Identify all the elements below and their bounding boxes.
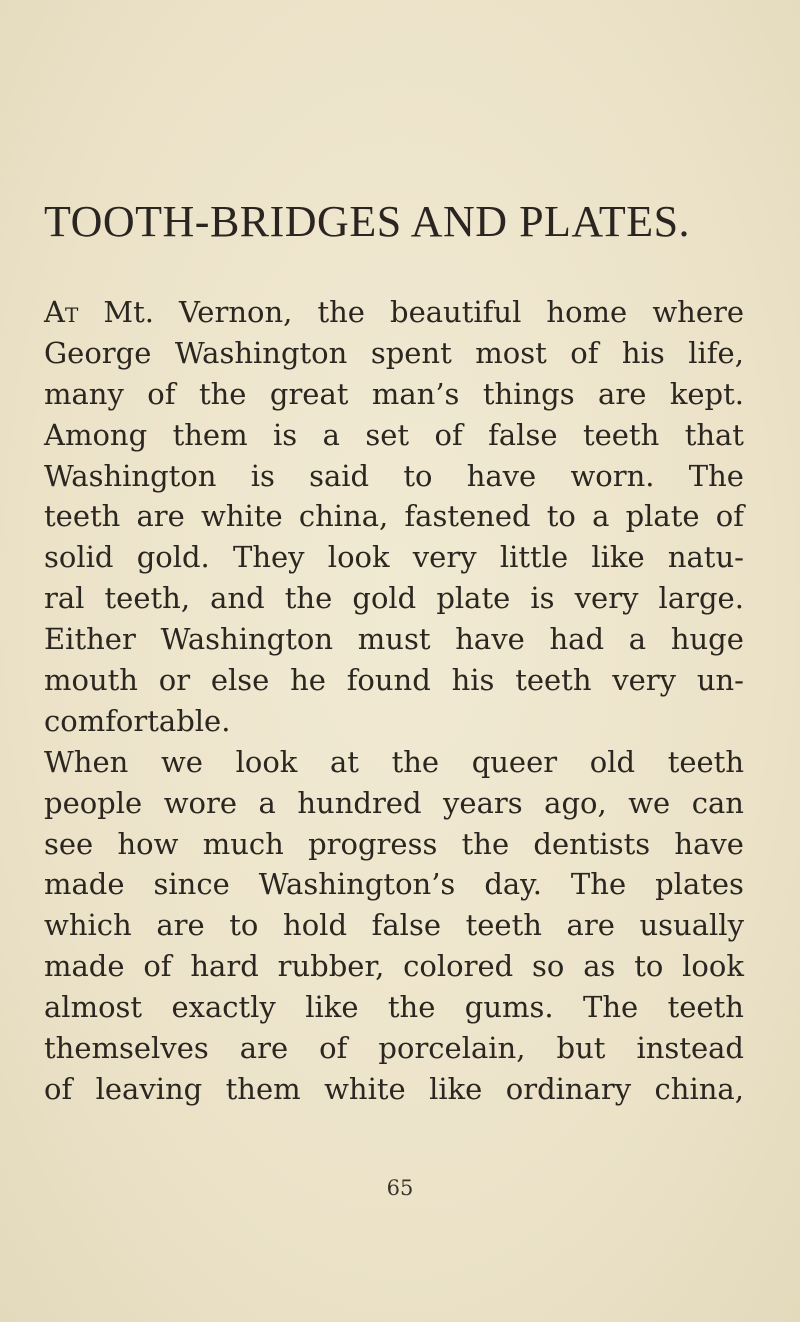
word: Washington — [160, 622, 334, 657]
word: home — [546, 295, 628, 329]
word: of — [143, 949, 172, 984]
word: old — [589, 744, 636, 779]
word: the — [387, 990, 436, 1025]
text-line — [44, 701, 744, 742]
word: have — [455, 622, 525, 657]
word: have — [674, 826, 744, 861]
word: plate — [625, 499, 700, 534]
word: look — [682, 949, 744, 984]
word: had — [549, 622, 605, 657]
word: of — [147, 376, 176, 411]
word: At — [44, 295, 79, 329]
word: since — [153, 867, 230, 902]
word: ago, — [544, 785, 607, 820]
word: like — [429, 1071, 483, 1106]
word: natu- — [667, 540, 744, 575]
word: colored — [403, 949, 514, 984]
word: Washington — [44, 458, 217, 493]
text-line — [44, 496, 744, 537]
word: teeth — [515, 663, 592, 698]
word: very — [412, 540, 477, 575]
word: of — [715, 499, 744, 534]
word: many — [44, 376, 124, 411]
word: can — [691, 785, 744, 820]
word: rubber, — [277, 949, 385, 984]
word: The — [688, 458, 744, 493]
word: are — [566, 908, 615, 943]
word: huge — [670, 622, 744, 657]
word: said — [309, 458, 370, 493]
word: un- — [696, 663, 744, 698]
word: a — [628, 622, 647, 657]
word: leaving — [95, 1071, 203, 1106]
word: his — [621, 335, 665, 370]
word: white — [324, 1071, 406, 1106]
word: must — [357, 622, 431, 657]
word: to — [546, 499, 576, 534]
text-line — [44, 742, 744, 783]
word: see — [44, 826, 94, 861]
word: the — [198, 376, 247, 411]
word: life, — [688, 335, 744, 370]
text-line — [44, 537, 744, 578]
word: found — [346, 663, 431, 698]
word: Washington — [174, 335, 348, 370]
word: where — [652, 295, 744, 329]
word: great — [269, 376, 349, 411]
word: ral — [44, 581, 85, 616]
word: is — [250, 458, 275, 493]
text-line — [44, 1028, 744, 1069]
word: hundred — [297, 785, 422, 820]
text-line — [44, 905, 744, 946]
text-line — [44, 783, 744, 824]
word: people — [44, 785, 143, 820]
word: themselves — [44, 1031, 209, 1066]
word: instead — [636, 1031, 744, 1066]
word: day. — [484, 867, 542, 902]
word: hold — [283, 908, 348, 943]
word: hard — [190, 949, 259, 984]
word: most — [475, 335, 547, 370]
word: large. — [658, 581, 744, 616]
word: that — [684, 417, 744, 452]
word: we — [160, 744, 203, 779]
word: They — [233, 540, 305, 575]
word: kept. — [669, 376, 744, 411]
word: we — [628, 785, 671, 820]
word: Among — [44, 417, 148, 452]
word: years — [443, 785, 523, 820]
word: the — [317, 295, 365, 329]
text-line — [44, 660, 744, 701]
word: he — [290, 663, 326, 698]
word: spent — [370, 335, 452, 370]
text-line — [44, 578, 744, 619]
word: are — [598, 376, 647, 411]
word: to — [634, 949, 664, 984]
word: so — [532, 949, 565, 984]
word: When — [44, 744, 129, 779]
word: ordinary — [505, 1071, 632, 1106]
word: the — [284, 581, 333, 616]
word: The — [570, 867, 627, 902]
word: Vernon, — [179, 295, 293, 329]
word: Mt. — [103, 295, 154, 329]
word: is — [530, 581, 555, 616]
word: worn. — [570, 458, 655, 493]
word: white — [201, 499, 283, 534]
word: as — [583, 949, 616, 984]
word: gold — [352, 581, 417, 616]
word: of — [44, 1071, 73, 1106]
word: Washington’s — [258, 867, 456, 902]
word: Either — [44, 622, 136, 657]
word: dentists — [533, 826, 651, 861]
word: solid — [44, 540, 114, 575]
chapter-title: TOOTH-BRIDGES AND PLATES. — [44, 197, 691, 246]
word: a — [258, 785, 276, 820]
text-line — [44, 333, 744, 374]
word: plates — [655, 867, 744, 902]
word: china, — [654, 1071, 744, 1106]
word: is — [273, 417, 298, 452]
word: made — [44, 949, 125, 984]
word: like — [591, 540, 645, 575]
word: but — [556, 1031, 606, 1066]
text-line — [44, 1069, 744, 1110]
word: fastened — [404, 499, 531, 534]
word: plate — [436, 581, 511, 616]
word: look — [235, 744, 298, 779]
word: George — [44, 335, 152, 370]
text-line — [44, 619, 744, 660]
word: of — [570, 335, 599, 370]
word: them — [172, 417, 248, 452]
word: them — [225, 1071, 301, 1106]
word: a — [592, 499, 610, 534]
word: how — [117, 826, 179, 861]
word: to — [403, 458, 433, 493]
word: porcelain, — [378, 1031, 526, 1066]
text-line — [44, 987, 744, 1028]
word: of — [319, 1031, 348, 1066]
word: to — [229, 908, 259, 943]
text-line — [44, 946, 744, 987]
word: almost — [44, 990, 143, 1025]
page-number: 65 — [386, 1176, 414, 1200]
word: the — [391, 744, 440, 779]
word: very — [574, 581, 639, 616]
word: of — [434, 417, 463, 452]
word: teeth — [465, 908, 542, 943]
word: The — [583, 990, 639, 1025]
word: comfortable. — [44, 703, 231, 738]
text-line — [44, 456, 744, 497]
body-text — [44, 292, 744, 1110]
word: mouth — [44, 663, 138, 698]
word: china, — [298, 499, 389, 534]
word: look — [327, 540, 390, 575]
word: teeth — [667, 990, 744, 1025]
word: false — [371, 908, 441, 943]
word: very — [612, 663, 677, 698]
word: are — [136, 499, 185, 534]
word: his — [451, 663, 495, 698]
word: else — [210, 663, 270, 698]
word: much — [202, 826, 284, 861]
word: or — [158, 663, 191, 698]
word: things — [482, 376, 575, 411]
word: which — [44, 908, 132, 943]
word: the — [461, 826, 510, 861]
word: progress — [308, 826, 438, 861]
word: teeth — [44, 499, 121, 534]
text-line — [44, 415, 744, 456]
word: at — [329, 744, 359, 779]
text-line — [44, 292, 744, 333]
text-line — [44, 374, 744, 415]
word: gums. — [464, 990, 554, 1025]
word: beautiful — [390, 295, 522, 329]
word: teeth, — [104, 581, 191, 616]
word: like — [305, 990, 359, 1025]
word: are — [156, 908, 205, 943]
word: queer — [471, 744, 558, 779]
text-line — [44, 864, 744, 905]
word: have — [466, 458, 537, 493]
word: exactly — [171, 990, 276, 1025]
word: usually — [639, 908, 744, 943]
word: teeth — [667, 744, 744, 779]
word: teeth — [582, 417, 660, 452]
word: false — [488, 417, 558, 452]
word: wore — [163, 785, 238, 820]
word: gold. — [136, 540, 210, 575]
word: and — [210, 581, 265, 616]
word: a — [322, 417, 340, 452]
word: made — [44, 867, 125, 902]
text-line — [44, 824, 744, 865]
word: man’s — [371, 376, 460, 411]
word: set — [365, 417, 410, 452]
word: little — [499, 540, 569, 575]
word: are — [239, 1031, 289, 1066]
